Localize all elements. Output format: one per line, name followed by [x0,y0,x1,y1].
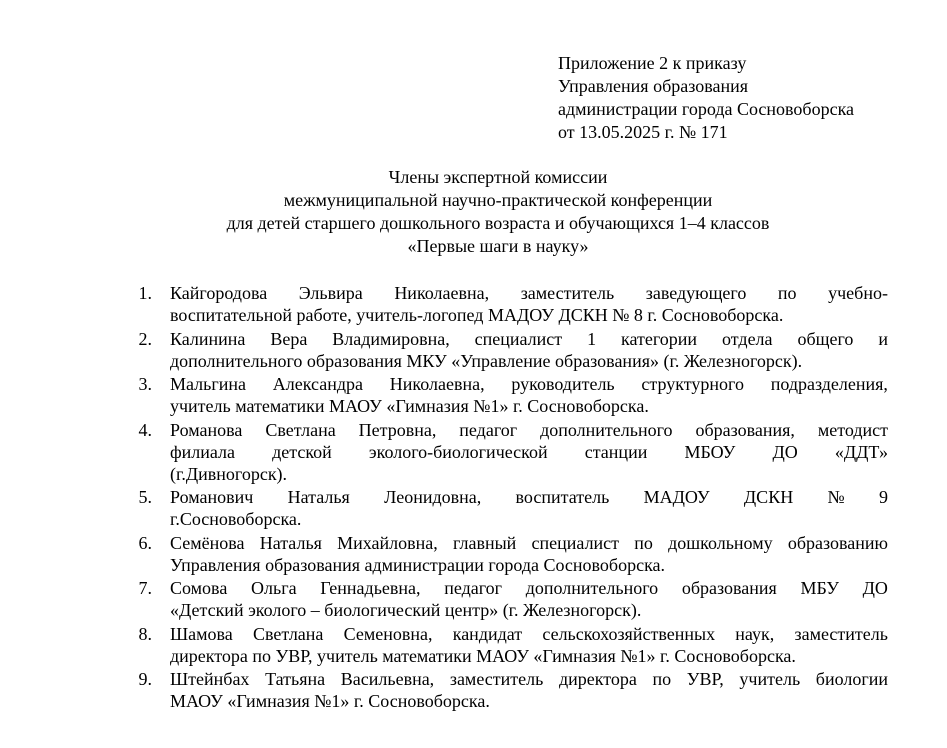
appendix-line: администрации города Сосновоборска [558,99,855,119]
appendix-line: Приложение 2 к приказу [558,53,747,73]
member-line: (г.Дивногорск). [170,463,288,484]
member-item [130,419,888,485]
member-line: воспитательной работе, учитель-логопед МАДОУ ДСКН № 8 г. Сосновоборска. [170,305,784,325]
appendix-reference [558,52,854,144]
member-line: МАОУ «Гимназия №1» г. Сосновоборска. [170,691,490,711]
document-heading [100,166,896,258]
member-number: 1. [138,283,152,303]
member-line: Романова Светлана Петровна, педагог дополнительного образования, методист [170,419,888,440]
member-line: филиала детской эколого-биологической станции МБОУ ДО «ДДТ» [170,441,888,462]
member-number: 7. [138,578,152,598]
heading-line: Члены экспертной комиссии [388,167,608,187]
member-number: 3. [138,374,152,394]
member-number: 9. [138,669,152,689]
heading-line: «Первые шаги в науку» [407,236,589,256]
member-line: дополнительного образования МКУ «Управление образования» (г. Железногорск). [170,350,803,371]
heading-line: для детей старшего дошкольного возраста и обучающихся 1–4 классов [226,213,770,233]
member-line: Штейнбах Татьяна Васильевна, заместитель директора по УВР, учитель биологии [170,669,888,689]
member-line: «Детский эколого – биологический центр» (г. Железногорск). [170,600,642,620]
member-item [130,577,888,621]
member-line: Семёнова Наталья Михайловна, главный специалист по дошкольному образованию [170,532,888,553]
member-line: Калинина Вера Владимировна, специалист 1 категории отдела общего и [170,328,888,349]
member-number: 5. [138,487,152,507]
member-line: учитель математики МАОУ «Гимназия №1» г. Сосновоборска. [170,396,649,416]
member-number: 4. [138,419,152,440]
member-item [130,623,888,667]
member-item [130,373,888,417]
member-line: Мальгина Александра Николаевна, руководитель структурного подразделения, [170,374,888,394]
member-line: директора по УВР, учитель математики МАОУ «Гимназия №1» г. Сосновоборска. [170,645,796,666]
member-line: Кайгородова Эльвира Николаевна, заместитель заведующего по учебно- [170,283,888,303]
member-line: Романович Наталья Леонидовна, воспитатель МАДОУ ДСКН № 9 [170,487,888,507]
member-item [130,328,888,372]
member-item [130,486,888,530]
member-item [130,668,888,712]
member-number: 6. [138,532,152,553]
member-line: г.Сосновоборска. [170,509,302,529]
appendix-line: Управления образования [558,76,749,96]
heading-line: межмуниципальной научно-практической конференции [283,190,713,210]
member-line: Управления образования администрации города Сосновоборска. [170,554,666,575]
member-line: Шамова Светлана Семеновна, кандидат сельскохозяйственных наук, заместитель [170,623,888,644]
appendix-line: от 13.05.2025 г. № 171 [558,122,728,142]
member-line: Сомова Ольга Геннадьевна, педагог дополнительного образования МБУ ДО [170,578,888,598]
member-item [130,282,888,326]
member-number: 8. [138,623,152,644]
member-item [130,532,888,576]
member-number: 2. [138,328,152,349]
commission-members-list [130,282,888,714]
